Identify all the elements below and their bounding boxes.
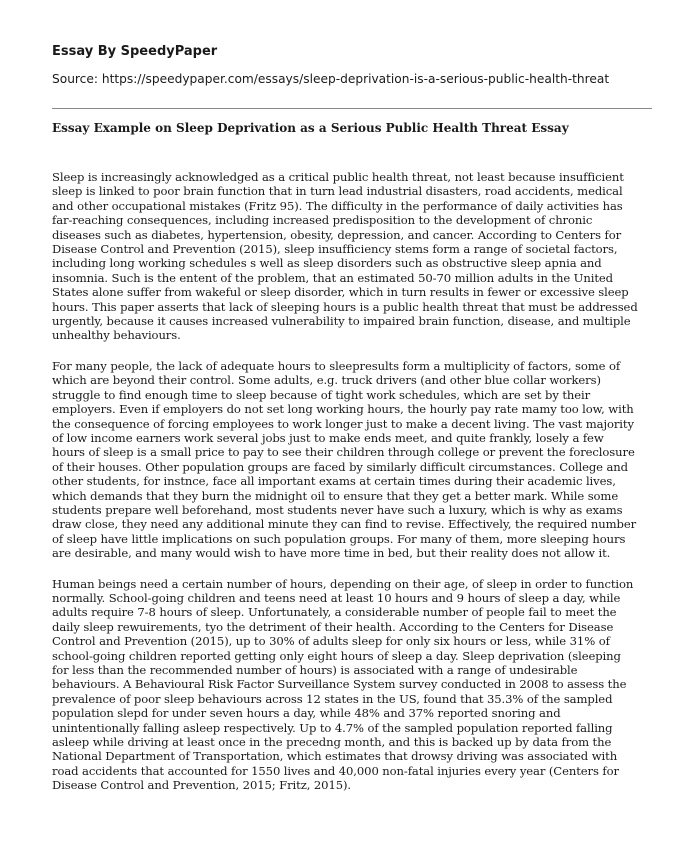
paragraph-line: employers. Even if employers do not set long working hours, the hourly pay rate mamy too low, with [52,402,634,417]
essay-title: Essay Example on Sleep Deprivation as a Serious Public Health Threat Essay [52,121,569,135]
source-line: Source: https://speedypaper.com/essays/sleep-deprivation-is-a-serious-public-health-threat [52,72,610,86]
paragraph-line: sleep is linked to poor brain function that in turn lead industrial disasters, road accidents, medical [52,184,623,199]
paragraph-line: are desirable, and many would wish to have more time in bed, but their reality does not allow it. [52,546,611,561]
paragraph-line: of their houses. Other population groups are faced by similarly difficult circumstances. College and [52,459,628,474]
paragraph-line: for less than the recommended number of hours) is associated with a range of undesirable [52,663,578,677]
paragraph [52,170,652,343]
paragraph-line: which are beyond their control. Some adults, e.g. truck drivers (and other blue collar workers) [52,373,601,388]
paragraph-line: asleep while driving at least once in the precedng month, and this is backed up by data from the [52,735,612,750]
paragraph-line: diseases such as diabetes, hypertension, obesity, depression, and cancer. According to Centers for [52,227,622,242]
paragraph-line: unintentionally falling asleep respectively. Up to 4.7% of the sampled population reported falling [52,720,613,735]
paragraph-line: National Department of Transportation, which estimates that drowsy driving was associated with [52,749,618,764]
paragraph-line: of sleep have little implications on such population groups. For many of them, more sleeping hours [52,531,626,546]
paragraph-line: Human beings need a certain number of hours, depending on their age, of sleep in order to function [52,576,634,591]
essay-body [52,170,652,809]
paragraph-line: For many people, the lack of adequate hours to sleepresults form a multiplicity of factors, some of [52,358,621,373]
paragraph-line: far-reaching consequences, including increased predisposition to the development of chronic [52,213,593,228]
paragraph-line: road accidents that accounted for 1550 lives and 40,000 non-fatal injuries every year (Centers for [52,763,619,778]
paragraph-line: normally. School-going children and teens need at least 10 hours and 9 hours of sleep a day, while [52,590,621,605]
paragraph-line: which demands that they burn the midnight oil to ensure that they get a better mark. While some [52,488,619,503]
paragraph-line: insomnia. Such is the entent of the problem, that an estimated 50-70 million adults in the United [52,270,613,285]
header-divider [52,108,652,109]
paragraph-line: behaviours. A Behavioural Risk Factor Surveillance System survey conducted in 2008 to assess the [52,677,627,692]
paragraph-line: draw close, they need any additional minute they can find to revise. Effectively, the required number [52,517,637,532]
paragraph-line: adults require 7-8 hours of sleep. Unfortunately, a considerable number of people fail to meet the [52,605,617,620]
paragraph-line: daily sleep rewuirements, tyo the detriment of their health. According to the Centers for Disease [52,619,614,634]
paragraph-line: hours. This paper asserts that lack of sleeping hours is a public health threat that must be addressed [52,299,638,314]
paragraph-line: Sleep is increasingly acknowledged as a critical public health threat, not least because insufficient [52,170,624,184]
paragraph-line: hours of sleep is a small price to pay to see their children through college or prevent the foreclosure [52,445,635,460]
paragraph-line: of low income earners work several jobs just to make ends meet, and quite frankly, losely a few [52,430,604,445]
document-header-title: Essay By SpeedyPaper [52,44,218,59]
paragraph-line: struggle to find enough time to sleep because of tight work schedules, which are set by their [52,387,591,402]
paragraph-line: and other occupational mistakes (Fritz 95). The difficulty in the performance of daily activities has [52,198,623,213]
paragraph-line: students prepare well beforehand, most students never have such a luxury, which is why as exams [52,502,623,517]
paragraph-line: Disease Control and Prevention, 2015; Fritz, 2015). [52,778,352,793]
paragraph-line: unhealthy behaviours. [52,328,181,343]
paragraph-line: school-going children reported getting only eight hours of sleep a day. Sleep deprivation (sleeping [52,648,621,663]
paragraph [52,577,652,793]
paragraph-line: other students, for instnce, face all important exams at certain times during their academic lives, [52,474,616,489]
paragraph-line: including long working schedules s well as sleep disorders such as obstructive sleep apnia and [52,256,602,271]
paragraph-line: the consequence of forcing employees to work longer just to make a decent living. The vast majority [52,416,634,431]
paragraph-line: prevalence of poor sleep behaviours across 12 states in the US, found that 35.3% of the sampled [52,691,613,706]
paragraph-line: urgently, because it causes increased vulnerability to impaired brain function, disease, and multiple [52,314,631,329]
paragraph [52,359,652,561]
paragraph-line: States alone suffer from wakeful or sleep disorder, which in turn results in fewer or excessive sleep [52,285,629,300]
paragraph-line: Control and Prevention (2015), up to 30% of adults sleep for only six hours or less, while 31% of [52,634,610,649]
paragraph-line: population slepd for under seven hours a day, while 48% and 37% reported snoring and [52,706,561,721]
paragraph-line: Disease Control and Prevention (2015), sleep insufficiency stems form a range of societal factors, [52,242,618,257]
